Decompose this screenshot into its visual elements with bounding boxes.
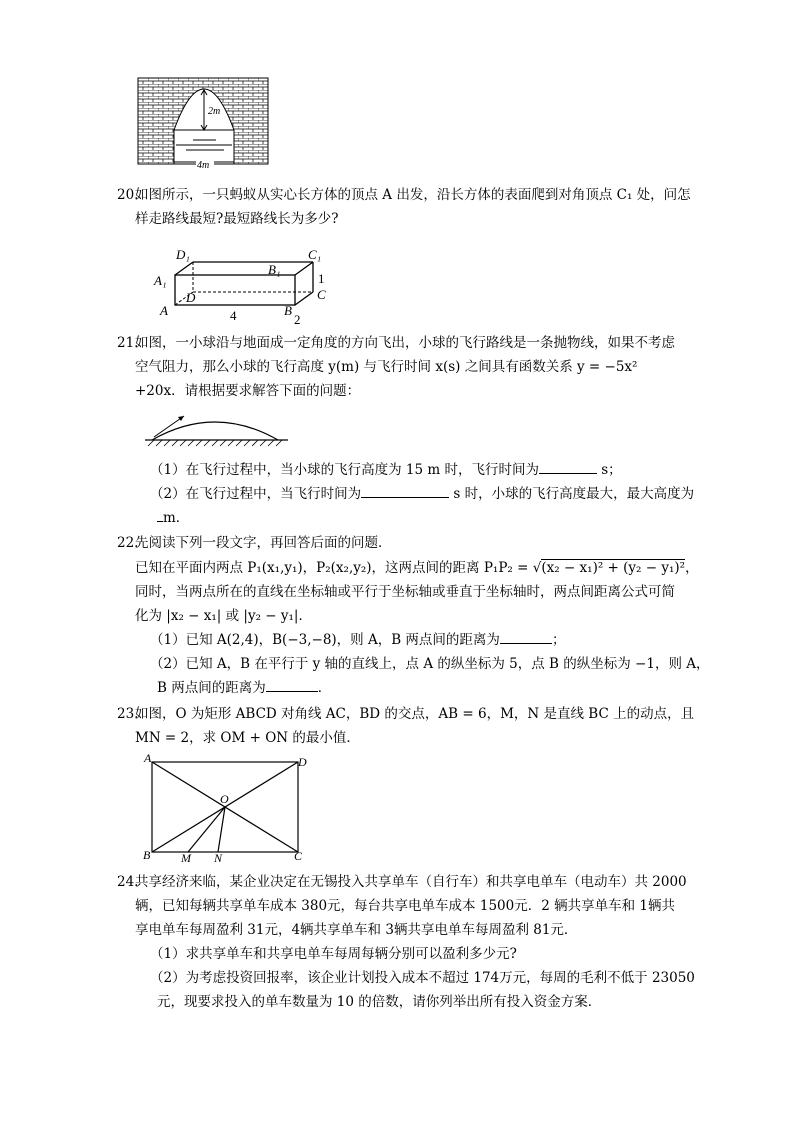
q21-number: 21. [117,335,139,351]
label-4m: 4m [197,160,210,171]
q21-part1-text: （1）在飞行过程中，当小球的飞行高度为 15 m 时，飞行时间为 [150,462,539,478]
sqrt-sign: √ [532,560,542,576]
q22-answer2-blank[interactable] [266,678,318,692]
q22-part2-end: ． [317,680,332,696]
q22-part2-text: B 两点间的距离为 [157,680,266,696]
q21-line2: 空气阻力，那么小球的飞行高度 y(m) 与飞行时间 x(s) 之间具有函数关系 y = −5x² [135,359,638,375]
q22-number: 22. [117,535,139,551]
q21-part2 [150,484,694,504]
q21-answer2-blank[interactable] [361,484,449,498]
q21-part1 [150,460,622,480]
q22-line2-end: ， [685,560,699,576]
label-B: B [143,848,151,862]
q22-line4: 化为 |x₂ − x₁| 或 |y₂ − y₁|． [135,608,312,624]
q24-number: 24. [117,874,139,890]
label-C: C [317,287,326,302]
q21-line3: +20x．请根据要求解答下面的问题： [135,383,361,399]
label-B1: B₁ [268,262,281,277]
q24-part2: （2）为考虑投资回报率，该企业计划投入成本不超过 174万元，每周的毛利不低于 23050 [150,970,695,986]
label-width-2: 2 [294,312,301,327]
q21-part1-unit: s； [601,462,622,478]
q22-line2 [135,558,699,578]
q22-part1 [150,630,565,650]
q22-line2-text: 已知在平面内两点 P₁(x₁,y₁)，P₂(x₂,y₂)，这两点间的距离 P₁P₂ = [135,560,529,576]
rectangle-figure [140,752,315,864]
q24-line2: 辆，已知每辆共享单车成本 380元，每台共享电单车成本 1500元．2 辆共享单车和 1辆共 [135,898,675,914]
label-C: C [294,849,303,863]
label-A: A [160,303,168,318]
q20-line1: 如图所示，一只蚂蚁从实心长方体的顶点 A 出发，沿长方体的表面爬到对角顶点 C₁ 处，问怎 [135,187,691,203]
q21-part2-end [157,508,189,528]
q22-part2: （2）已知 A，B 在平行于 y 轴的直线上，点 A 的纵坐标为 5，点 B 的纵坐标为 −1，则 A， [150,656,710,672]
label-C1: C₁ [308,247,322,262]
label-A1: A₁ [154,273,167,288]
q22-part1-end: ； [551,632,566,648]
q22-line3: 同时，当两点所在的直线在坐标轴或平行于坐标轴或垂直于坐标轴时，两点间距离公式可简 [135,584,675,600]
tunnel-figure [138,78,268,171]
cuboid-figure [150,245,330,325]
label-2m: 2m [208,106,221,117]
label-D: D [298,755,307,769]
label-D1: D₁ [176,247,190,262]
label-B: B [284,303,292,318]
q21-part2-unit: m． [163,510,190,526]
q24-part2-line2: 元，现要求投入的单车数量为 10 的倍数，请你列举出所有投入资金方案． [157,994,602,1010]
ball-trajectory-figure [140,408,290,453]
q24-line3: 享电单车每周盈利 31元，4辆共享单车和 3辆共享电单车每周盈利 81元． [135,922,578,938]
q20-line2: 样走路线最短?最短路线长为多少? [135,211,339,227]
q24-line1: 共享经济来临，某企业决定在无锡投入共享单车（自行车）和共享电单车（电动车）共 2000 [135,874,687,890]
q22-part2-line2 [157,678,331,698]
label-D: D [186,290,196,305]
q21-part2-text2: s 时，小球的飞行高度最大，最大高度为 [453,486,695,502]
q21-part2-text: （2）在飞行过程中，当飞行时间为 [150,486,362,502]
q23-line1: 如图，O 为矩形 ABCD 对角线 AC，BD 的交点，AB = 6，M，N 是直线 BC 上的动点，且 [135,706,695,722]
q21-line1: 如图，一小球沿与地面成一定角度的方向飞出，小球的飞行路线是一条抛物线，如果不考虑 [135,335,675,351]
label-O: O [220,792,229,806]
label-M: M [181,851,191,865]
label-height-1: 1 [318,271,325,286]
q23-line2: MN = 2，求 OM + ON 的最小值． [135,730,360,746]
q24-part1: （1）求共享单车和共享电单车每周每辆分别可以盈利多少元? [150,946,517,962]
q22-sqrt-content: (x₂ − x₁)² + (y₂ − y₁)² [541,560,686,576]
q23-number: 23. [117,706,139,722]
q22-answer1-blank[interactable] [500,630,552,644]
q20-number: 20. [117,187,139,203]
q21-answer1-blank[interactable] [539,460,597,474]
q22-part1-text: （1）已知 A(2,4)，B(−3,−8)，则 A，B 两点间的距离为 [150,632,500,648]
label-length-4: 4 [230,308,237,323]
label-N: N [214,851,223,865]
q22-line1: 先阅读下列一段文字，再回答后面的问题． [135,535,392,551]
label-A: A [144,751,152,765]
